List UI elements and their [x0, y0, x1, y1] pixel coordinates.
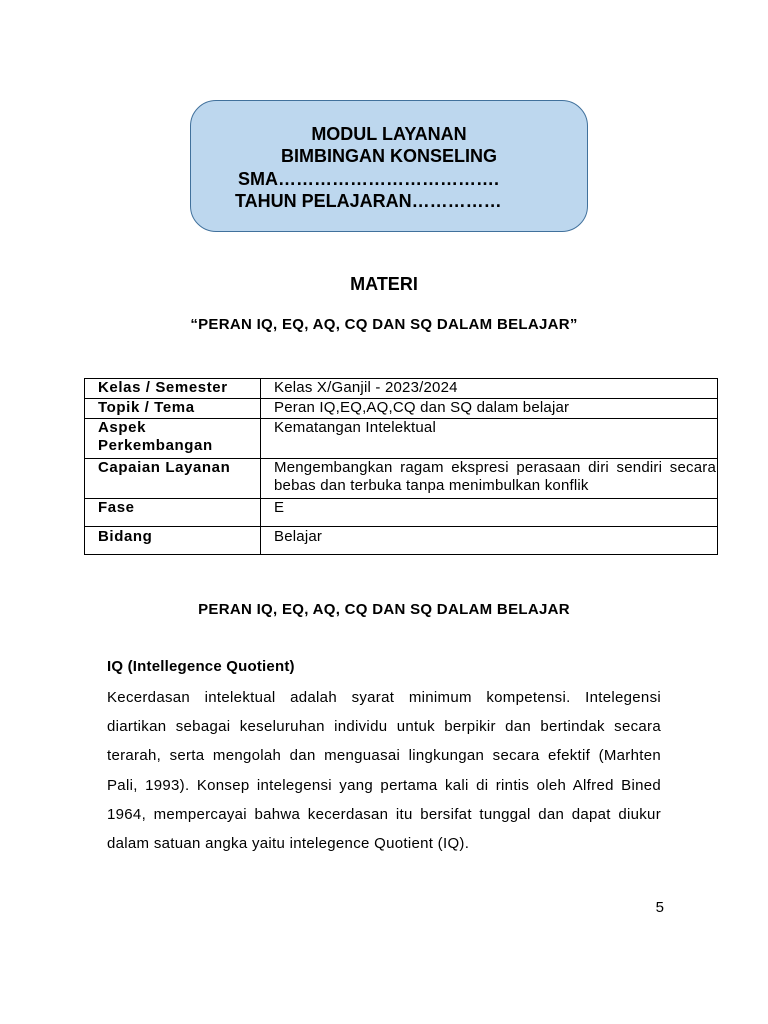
module-info-table [84, 378, 718, 555]
iq-heading: IQ (Intellegence Quotient) [107, 658, 295, 675]
table-row [85, 379, 718, 399]
row-value-kelas: Kelas X/Ganjil - 2023/2024 [261, 379, 718, 399]
row-value-fase: E [261, 499, 718, 527]
row-label-fase: Fase [85, 499, 261, 527]
header-year-line: TAHUN PELAJARAN…………… [235, 191, 502, 211]
table-row [85, 459, 718, 499]
header-program-title: BIMBINGAN KONSELING [281, 146, 497, 166]
header-school-line: SMA………………………………. [238, 169, 499, 189]
row-value-topik: Peran IQ,EQ,AQ,CQ dan SQ dalam belajar [261, 399, 718, 419]
materi-title: MATERI [350, 274, 418, 294]
module-header-box [190, 100, 588, 232]
row-value-capaian: Mengembangkan ragam ekspresi perasaan diri sendiri secara bebas dan terbuka tanpa menimbulkan konflik [261, 459, 718, 499]
page-number: 5 [655, 899, 664, 916]
row-label-capaian: Capaian Layanan [85, 459, 261, 499]
row-label-topik: Topik / Tema [85, 399, 261, 419]
materi-subtitle: “PERAN IQ, EQ, AQ, CQ DAN SQ DALAM BELAJAR” [190, 316, 578, 333]
row-value-aspek: Kematangan Intelektual [261, 419, 718, 459]
iq-paragraph: Kecerdasan intelektual adalah syarat minimum kompetensi. Intelegensi diartikan sebagai keseluruhan individu untuk berpikir dan bertindak secara terarah, serta mengolah dan menguasai lingkungan secara efektif (Marhten Pali, 1993). Konsep intelegensi yang pertama kali di rintis oleh Alfred Bined 1964, mempercayai bahwa kecerdasan itu bersifat tunggal dan dapat diukur dalam satuan angka yaitu intelegence Quotient (IQ). [107, 689, 661, 853]
table-row [85, 419, 718, 459]
table-row [85, 499, 718, 527]
row-value-bidang: Belajar [261, 527, 718, 555]
table-row [85, 527, 718, 555]
table-row [85, 399, 718, 419]
row-label-bidang: Bidang [85, 527, 261, 555]
section-title: PERAN IQ, EQ, AQ, CQ DAN SQ DALAM BELAJAR [198, 601, 570, 618]
row-label-aspek: Aspek Perkembangan [85, 419, 261, 459]
row-label-kelas: Kelas / Semester [85, 379, 261, 399]
header-module-title: MODUL LAYANAN [311, 124, 467, 144]
